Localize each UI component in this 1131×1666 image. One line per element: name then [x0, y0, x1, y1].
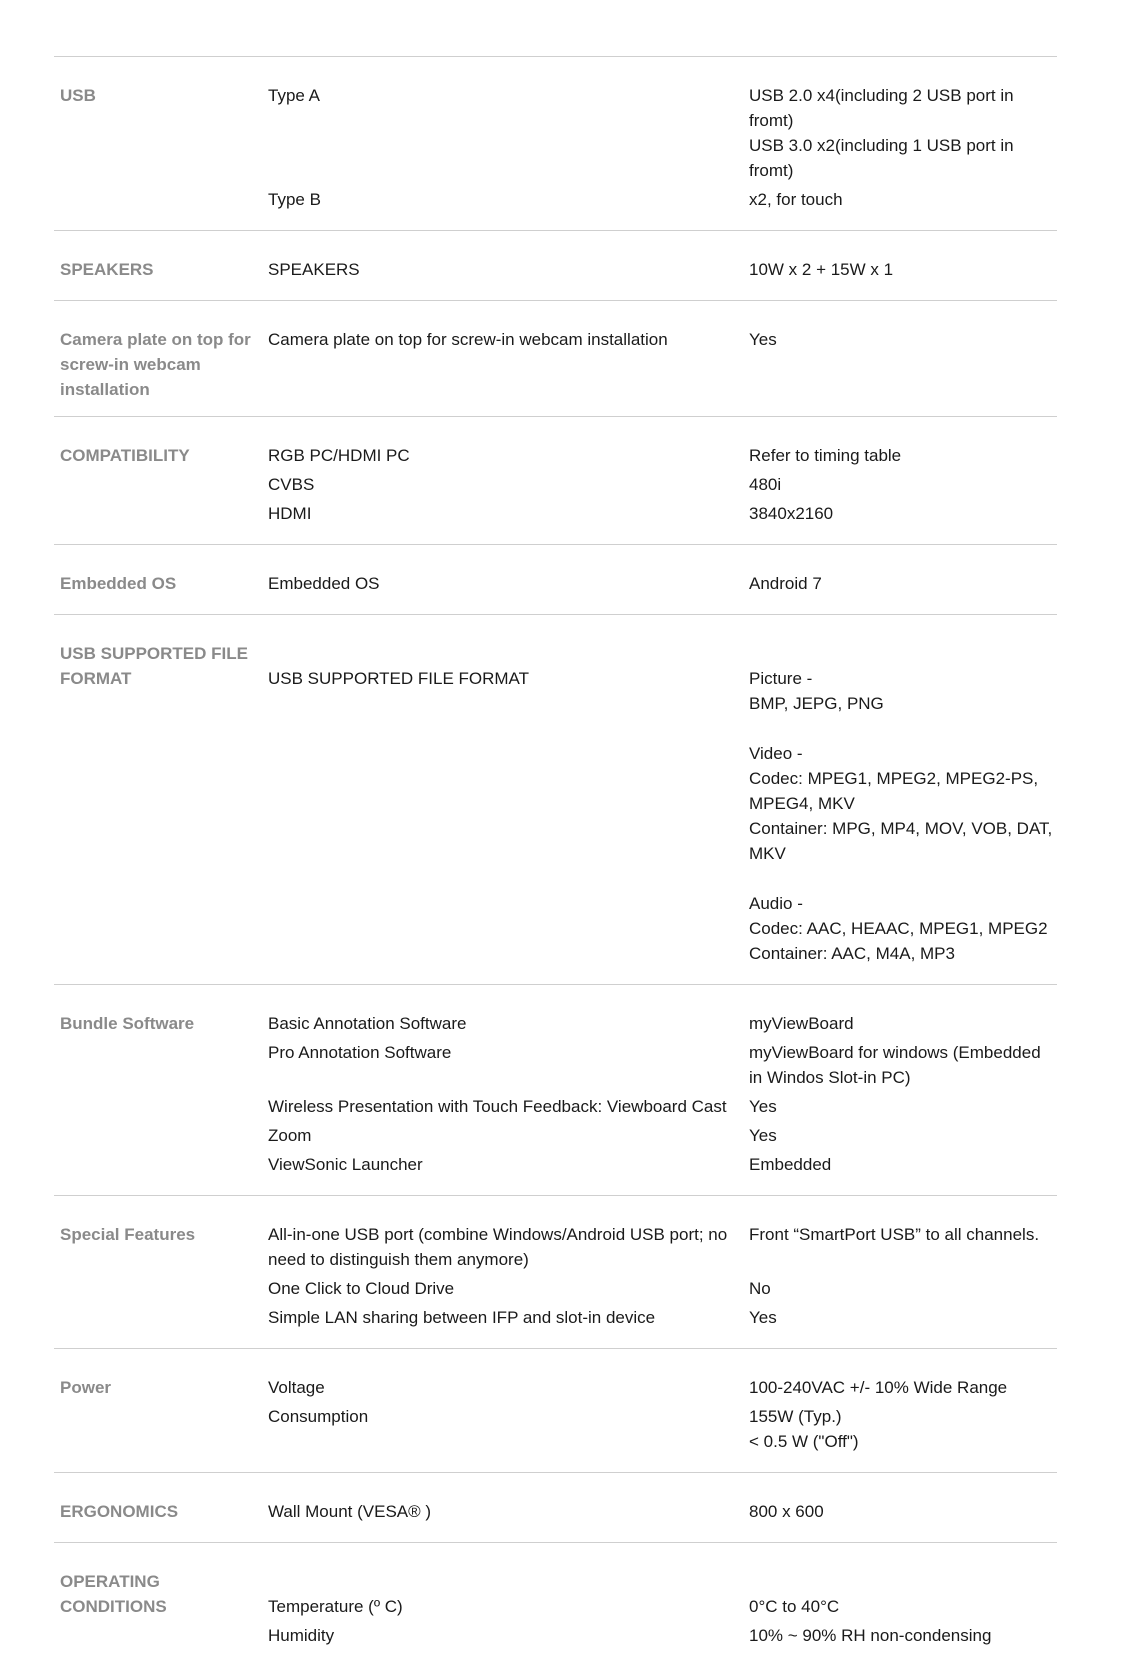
spec-row [268, 501, 1057, 526]
spec-label: USB SUPPORTED FILE FORMAT [268, 669, 530, 688]
spec-label: Camera plate on top for screw-in webcam installation [268, 330, 668, 349]
spec-section-special-features [54, 1195, 1057, 1348]
spec-value: Front “SmartPort USB” to all channels. [749, 1225, 1040, 1244]
spec-label: ViewSonic Launcher [268, 1155, 423, 1174]
spec-label: Embedded OS [268, 574, 380, 593]
spec-value: 0°C to 40°C [749, 1597, 840, 1616]
spec-row [268, 1222, 1057, 1272]
category-label: OPERATING CONDITIONS [60, 1572, 167, 1616]
spec-row [268, 1011, 1057, 1036]
spec-label: RGB PC/HDMI PC [268, 446, 410, 465]
spec-value: 100-240VAC +/- 10% Wide Range [749, 1378, 1008, 1397]
category-label: Power [60, 1378, 112, 1397]
spec-value: USB 2.0 x4(including 2 USB port in fromt) USB 3.0 x2(including 1 USB port in fromt) [749, 86, 1014, 180]
spec-value: No [749, 1279, 771, 1298]
spec-section-speakers [54, 230, 1057, 300]
spec-row [268, 1123, 1057, 1148]
spec-row [268, 187, 1057, 212]
spec-section-bundle-software [54, 984, 1057, 1195]
spec-label: Simple LAN sharing between IFP and slot-in device [268, 1308, 656, 1327]
spec-value: Android 7 [749, 574, 822, 593]
spec-label: SPEAKERS [268, 260, 360, 279]
spec-label: Voltage [268, 1378, 325, 1397]
spec-label: CVBS [268, 475, 315, 494]
spec-label: Zoom [268, 1126, 312, 1145]
category-label: COMPATIBILITY [60, 446, 190, 465]
spec-value: Yes [749, 330, 777, 349]
spec-label: Consumption [268, 1407, 369, 1426]
spec-row [268, 83, 1057, 183]
spec-value: Refer to timing table [749, 446, 902, 465]
spec-value: 480i [749, 475, 782, 494]
category-label: USB [60, 86, 96, 105]
spec-section-file-format [54, 614, 1057, 984]
spec-section-camera-plate [54, 300, 1057, 416]
spec-value: Embedded [749, 1155, 832, 1174]
spec-section-operating-conditions [54, 1542, 1057, 1666]
spec-label: All-in-one USB port (combine Windows/Android USB port; no need to distinguish them anymore) [268, 1225, 728, 1269]
spec-label: Humidity [268, 1626, 335, 1645]
spec-row [268, 1569, 1057, 1619]
spec-value: myViewBoard [749, 1014, 854, 1033]
spec-value: 10% ~ 90% RH non-condensing [749, 1626, 992, 1645]
spec-value: Picture - BMP, JEPG, PNG Video - Codec: MPEG1, MPEG2, MPEG2-PS, MPEG4, MKV Container: MPG, MP4, MOV, VOB, DAT, MKV Audio - Codec: AAC, HEAAC, MPEG1, MPEG2 Container: AAC, M4A, MP3 [749, 669, 1053, 963]
spec-row [268, 1375, 1057, 1400]
spec-row [268, 1152, 1057, 1177]
spec-label: Wireless Presentation with Touch Feedback: Viewboard Cast [268, 1097, 727, 1116]
spec-row [268, 641, 1057, 966]
spec-value: 3840x2160 [749, 504, 834, 523]
category-label: Camera plate on top for screw-in webcam installation [60, 330, 251, 399]
spec-section-power [54, 1348, 1057, 1472]
category-label: Embedded OS [60, 574, 177, 593]
spec-row [268, 1276, 1057, 1301]
spec-row [268, 1499, 1057, 1524]
spec-section-usb [54, 56, 1057, 230]
spec-row [268, 257, 1057, 282]
spec-value: Yes [749, 1097, 777, 1116]
spec-value: 155W (Typ.) < 0.5 W ("Off") [749, 1407, 859, 1451]
spec-label: Wall Mount (VESA® ) [268, 1502, 432, 1521]
spec-row [268, 443, 1057, 468]
spec-label: Type B [268, 190, 321, 209]
spec-section-ergonomics [54, 1472, 1057, 1542]
spec-row [268, 1305, 1057, 1330]
spec-row [268, 1040, 1057, 1090]
spec-value: x2, for touch [749, 190, 843, 209]
spec-label: Temperature (º C) [268, 1597, 403, 1616]
spec-value: Yes [749, 1308, 777, 1327]
spec-value: 10W x 2 + 15W x 1 [749, 260, 894, 279]
category-label: USB SUPPORTED FILE FORMAT [60, 644, 248, 688]
spec-label: HDMI [268, 504, 312, 523]
category-label: Bundle Software [60, 1014, 195, 1033]
spec-row [268, 327, 1057, 352]
category-label: SPEAKERS [60, 260, 154, 279]
category-label: ERGONOMICS [60, 1502, 179, 1521]
category-label: Special Features [60, 1225, 196, 1244]
spec-value: myViewBoard for windows (Embedded in Windos Slot-in PC) [749, 1043, 1041, 1087]
spec-section-compatibility [54, 416, 1057, 544]
spec-section-embedded-os [54, 544, 1057, 614]
spec-label: One Click to Cloud Drive [268, 1279, 455, 1298]
spec-row [268, 1094, 1057, 1119]
spec-row [268, 571, 1057, 596]
spec-value: Yes [749, 1126, 777, 1145]
spec-value: 800 x 600 [749, 1502, 824, 1521]
spec-row [268, 1623, 1057, 1648]
spec-label: Type A [268, 86, 320, 105]
spec-row [268, 472, 1057, 497]
spec-label: Pro Annotation Software [268, 1043, 452, 1062]
spec-row [268, 1404, 1057, 1454]
spec-table [54, 56, 1057, 1666]
spec-label: Basic Annotation Software [268, 1014, 467, 1033]
